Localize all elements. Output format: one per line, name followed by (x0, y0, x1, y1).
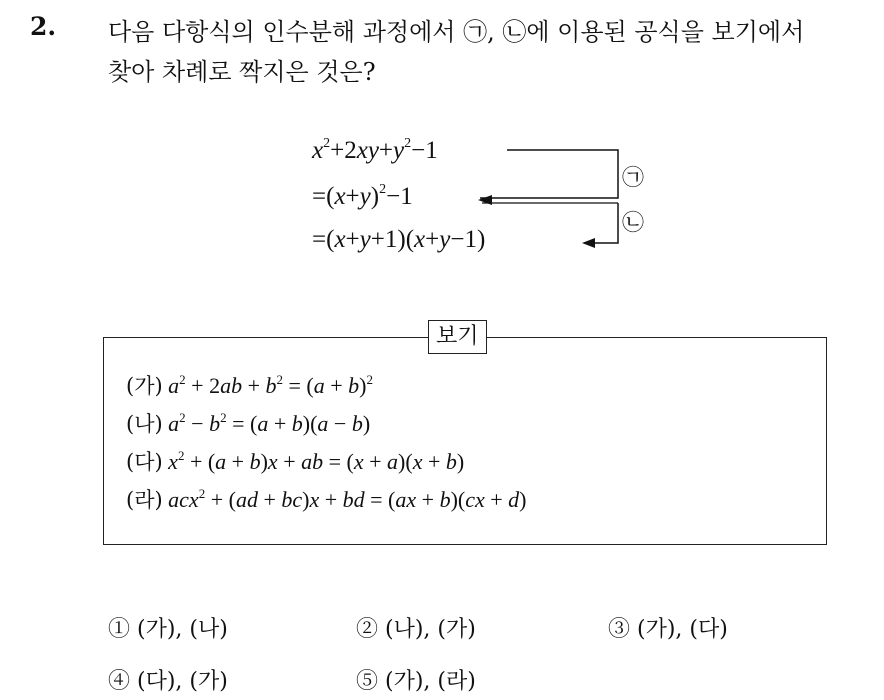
formula-item: (다) $x^2 + (a + b)x$ + ab = (x + a)(x + b) (126, 448, 465, 474)
answer-choice-4[interactable] (108, 664, 228, 695)
choice-text: (다), (가) (137, 669, 228, 694)
question-text-line-2: 찾아 차례로 짝지은 것은? (108, 58, 376, 86)
formula-tag: (나) (126, 412, 163, 436)
step-1-label: ㉠ (622, 166, 645, 191)
formula-item: (가) $a^2 + 2ab + b^2 = (a + b)^2$ (126, 372, 373, 398)
choice-text: (가), (다) (637, 617, 728, 642)
answer-choice-2[interactable] (356, 612, 476, 643)
answer-choice-1[interactable] (108, 612, 228, 643)
choice-text: (가), (나) (137, 617, 228, 642)
step-2-bracket-arrow (592, 203, 618, 243)
answer-choice-5[interactable] (356, 664, 476, 695)
choice-number: ② (356, 617, 379, 642)
formula-tag: (라) (126, 488, 163, 512)
choice-number: ③ (608, 617, 631, 642)
question-number: 2. (30, 12, 57, 41)
choice-text: (가), (라) (385, 669, 476, 694)
formula-item: (나) $a^2 - b^2 = (a + b)(a - b)$ (126, 410, 371, 436)
expression-line-2: $=(x+y)^2-1$ (312, 182, 413, 210)
formula-tag: (다) (126, 450, 163, 474)
expression-line-1: $x^2+2xy+y^2-1$ (312, 136, 438, 164)
step-2-arrowhead (582, 238, 595, 248)
formula-item: (라) acx$^2$ + (ad + bc)x + bd = (ax + b)(cx + d) (126, 486, 527, 512)
expression-line-3: =(x+y+1)(x+y−1) (312, 226, 486, 253)
step-1-bracket-arrow (480, 150, 618, 198)
choice-number: ⑤ (356, 669, 379, 694)
choice-number: ① (108, 617, 131, 642)
formula-tag: (가) (126, 374, 163, 398)
example-box-title: 보기 (428, 320, 487, 354)
choice-number: ④ (108, 669, 131, 694)
step-2-label: ㉡ (622, 211, 645, 236)
answer-choice-3[interactable] (608, 612, 728, 643)
question-text-line-1: 다음 다항식의 인수분해 과정에서 ㉠, ㉡에 이용된 공식을 보기에서 (108, 18, 805, 46)
choice-text: (나), (가) (385, 617, 476, 642)
